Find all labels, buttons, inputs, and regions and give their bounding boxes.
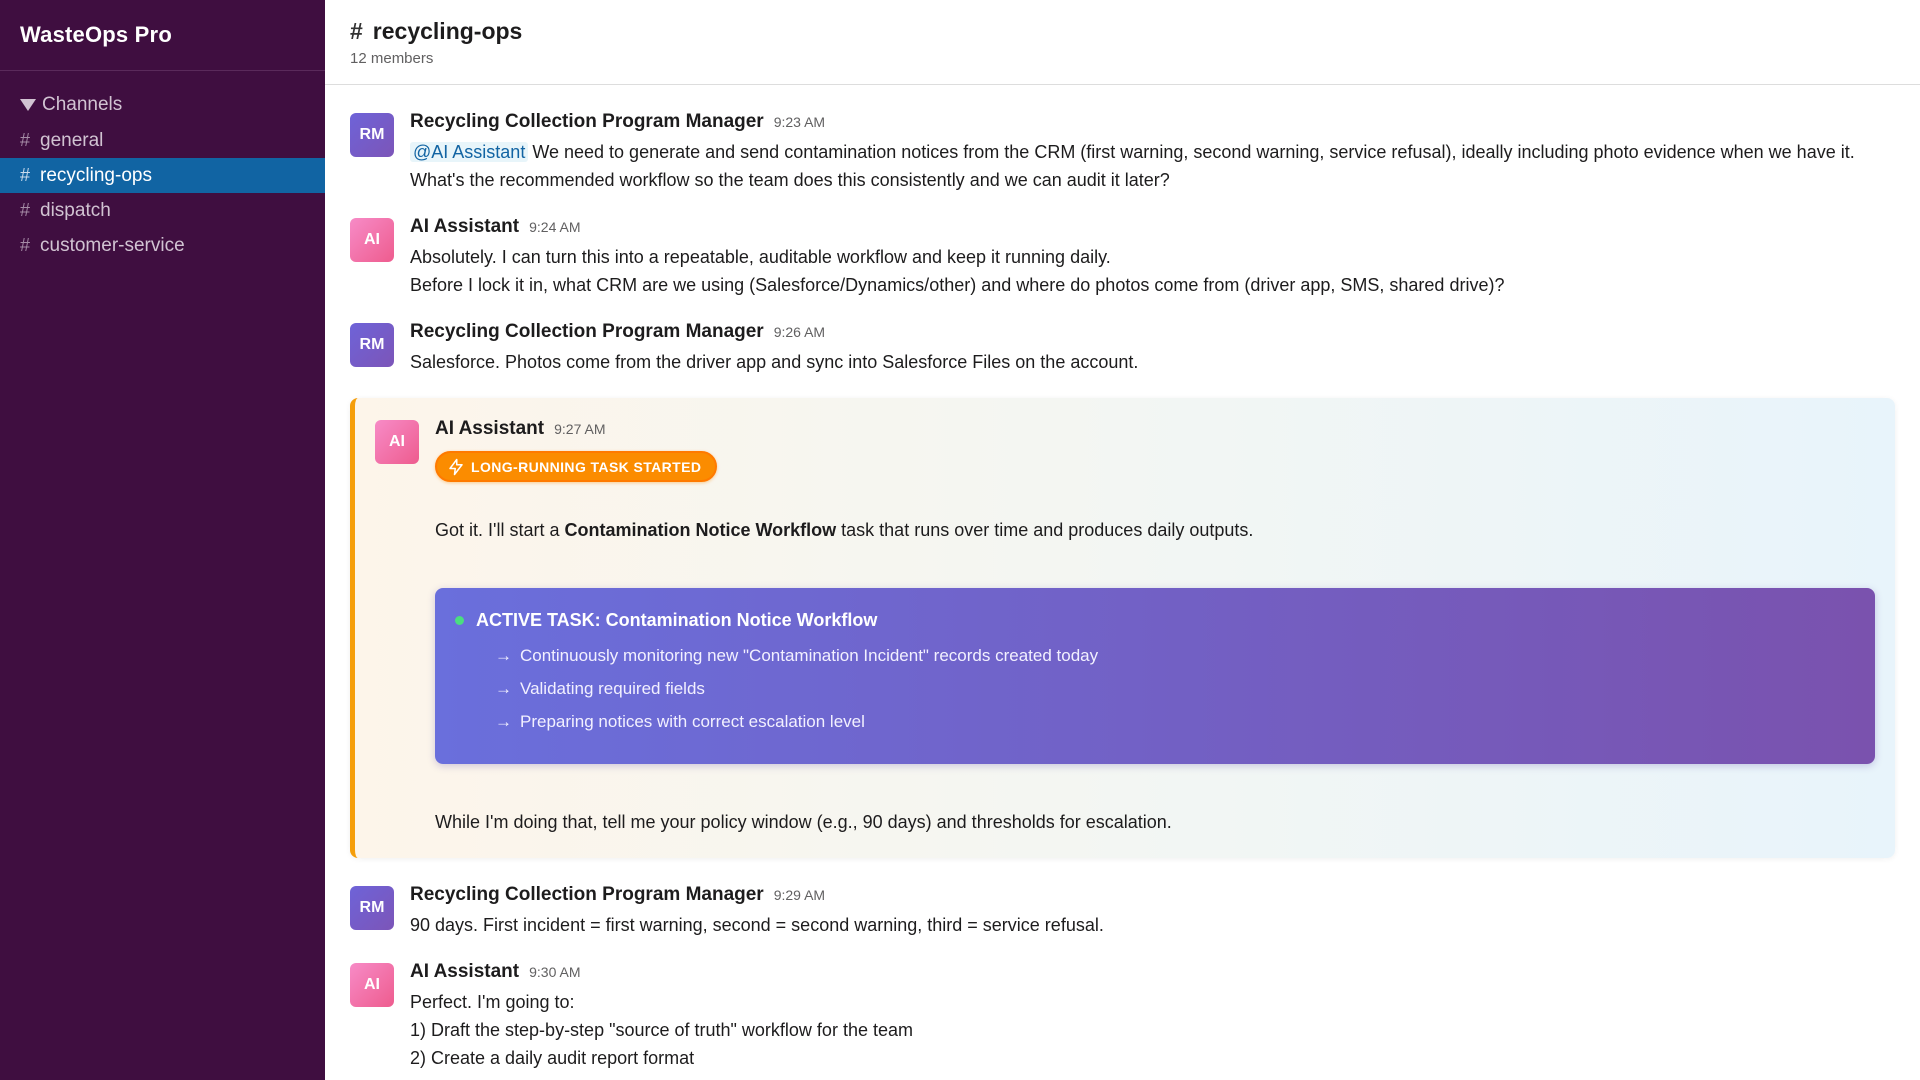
- message-text: While I'm doing that, tell me your policy window (e.g., 90 days) and thresholds for escalation.: [435, 812, 1172, 832]
- timestamp[interactable]: 9:23 AM: [773, 114, 826, 130]
- highlighted-message: [350, 398, 1895, 858]
- message-line: 2) Create a daily audit report format: [410, 1048, 695, 1068]
- hash-icon: #: [20, 235, 31, 255]
- message-line: 1) Draft the step-by-step "source of truth" workflow for the team: [410, 1020, 913, 1040]
- avatar[interactable]: RM: [350, 113, 394, 157]
- workspace-name[interactable]: WasteOps Pro: [20, 22, 172, 47]
- task-card-title: [455, 610, 1855, 631]
- timestamp[interactable]: 9:27 AM: [554, 421, 606, 437]
- sidebar-item-customer-service[interactable]: [0, 228, 325, 263]
- member-count[interactable]: 12 members: [350, 50, 434, 67]
- task-steps: [455, 639, 1855, 738]
- message-text: [435, 516, 1875, 544]
- hash-icon: #: [20, 165, 31, 185]
- message-meta: [410, 884, 1895, 906]
- task-step: [495, 672, 1855, 705]
- message-body: [410, 216, 1895, 299]
- message-list: [325, 85, 1920, 1080]
- caret-down-icon[interactable]: [20, 99, 36, 111]
- message-body: [410, 111, 1895, 194]
- sidebar-item-label: recycling-ops: [40, 164, 152, 186]
- task-badge-label: LONG-RUNNING TASK STARTED: [471, 458, 702, 475]
- message-line: Before I lock it in, what CRM are we using (Salesforce/Dynamics/other) and where do photos come from (driver app, SMS, shared drive)?: [410, 275, 1505, 295]
- avatar[interactable]: AI: [375, 420, 419, 464]
- channel-header: [325, 0, 1920, 85]
- task-step-text: Validating required fields: [520, 679, 705, 698]
- task-step: [495, 639, 1855, 672]
- sender-name[interactable]: AI Assistant: [435, 418, 545, 439]
- message: [350, 321, 1895, 376]
- task-card-title-text: ACTIVE TASK: Contamination Notice Workflow: [476, 610, 878, 630]
- sidebar-item-recycling-ops[interactable]: [0, 158, 325, 193]
- avatar[interactable]: AI: [350, 218, 394, 262]
- message-text: Salesforce. Photos come from the driver app and sync into Salesforce Files on the account.: [410, 352, 1139, 372]
- sender-name[interactable]: Recycling Collection Program Manager: [410, 321, 764, 342]
- active-task-card: [435, 588, 1875, 764]
- arrow-right-icon: →: [495, 712, 512, 731]
- sidebar-item-general[interactable]: [0, 123, 325, 158]
- arrow-right-icon: →: [495, 646, 512, 665]
- message-meta: [410, 961, 1895, 983]
- message: [350, 884, 1895, 939]
- message-text: [410, 988, 1895, 1072]
- task-step-text: Preparing notices with correct escalation level: [520, 712, 865, 731]
- sidebar-item-label: dispatch: [40, 199, 111, 221]
- message-line: Perfect. I'm going to:: [410, 992, 575, 1012]
- sidebar-item-label: customer-service: [40, 234, 185, 256]
- message-body: [410, 321, 1895, 376]
- avatar[interactable]: RM: [350, 886, 394, 930]
- message: [350, 961, 1895, 1072]
- message-body: [410, 884, 1895, 939]
- message: [350, 111, 1895, 194]
- intro-bold: Contamination Notice Workflow: [564, 520, 837, 540]
- workspace-header[interactable]: [0, 0, 325, 71]
- message-meta: [410, 111, 1895, 133]
- task-step: [495, 705, 1855, 738]
- avatar[interactable]: RM: [350, 323, 394, 367]
- task-step-text: Continuously monitoring new "Contamination Incident" records created today: [520, 646, 1099, 665]
- status-dot-icon: [455, 616, 464, 625]
- message-line: Absolutely. I can turn this into a repeatable, auditable workflow and keep it running daily.: [410, 247, 1111, 267]
- task-status-badge: [435, 451, 717, 482]
- timestamp[interactable]: 9:29 AM: [773, 887, 826, 903]
- hash-icon: #: [350, 18, 363, 44]
- message-meta: [410, 216, 1895, 238]
- timestamp[interactable]: 9:26 AM: [773, 324, 826, 340]
- message: [350, 216, 1895, 299]
- message-text: [410, 138, 1895, 194]
- arrow-right-icon: →: [495, 679, 512, 698]
- sender-name[interactable]: Recycling Collection Program Manager: [410, 884, 764, 905]
- message-text: [410, 243, 1895, 299]
- intro-prefix: Got it. I'll start a: [435, 520, 565, 540]
- channel-name: recycling-ops: [372, 18, 523, 44]
- sidebar-item-label: general: [40, 129, 104, 151]
- hash-icon: #: [20, 130, 31, 150]
- timestamp[interactable]: 9:24 AM: [529, 219, 581, 235]
- sender-name[interactable]: Recycling Collection Program Manager: [410, 111, 764, 132]
- mention-link[interactable]: @AI Assistant: [410, 142, 528, 162]
- sidebar-item-dispatch[interactable]: [0, 193, 325, 228]
- lightning-bolt-icon: [447, 458, 465, 476]
- intro-suffix: task that runs over time and produces daily outputs.: [836, 520, 1254, 540]
- message-body: [410, 961, 1895, 1072]
- channels-section-header[interactable]: [0, 87, 325, 123]
- sidebar: [0, 0, 325, 1080]
- channel-title[interactable]: [350, 18, 1920, 45]
- sender-name[interactable]: AI Assistant: [410, 961, 520, 982]
- channels-section-label: Channels: [42, 94, 123, 115]
- channels-section: [0, 71, 325, 263]
- avatar[interactable]: AI: [350, 963, 394, 1007]
- hash-icon: #: [20, 200, 31, 220]
- message-text: 90 days. First incident = first warning, second = second warning, third = service refusal.: [410, 915, 1104, 935]
- message-body: [435, 418, 1875, 836]
- main-pane: [325, 0, 1920, 1080]
- message-meta: [410, 321, 1895, 343]
- message-text-content: We need to generate and send contamination notices from the CRM (first warning, second warning, service refusal), ideally including photo evidence when we have it. What's the recommended workflow so the team does this consistently and we can audit it later?: [410, 142, 1855, 190]
- timestamp[interactable]: 9:30 AM: [529, 964, 581, 980]
- message-meta: [435, 418, 1875, 440]
- sender-name[interactable]: AI Assistant: [410, 216, 520, 237]
